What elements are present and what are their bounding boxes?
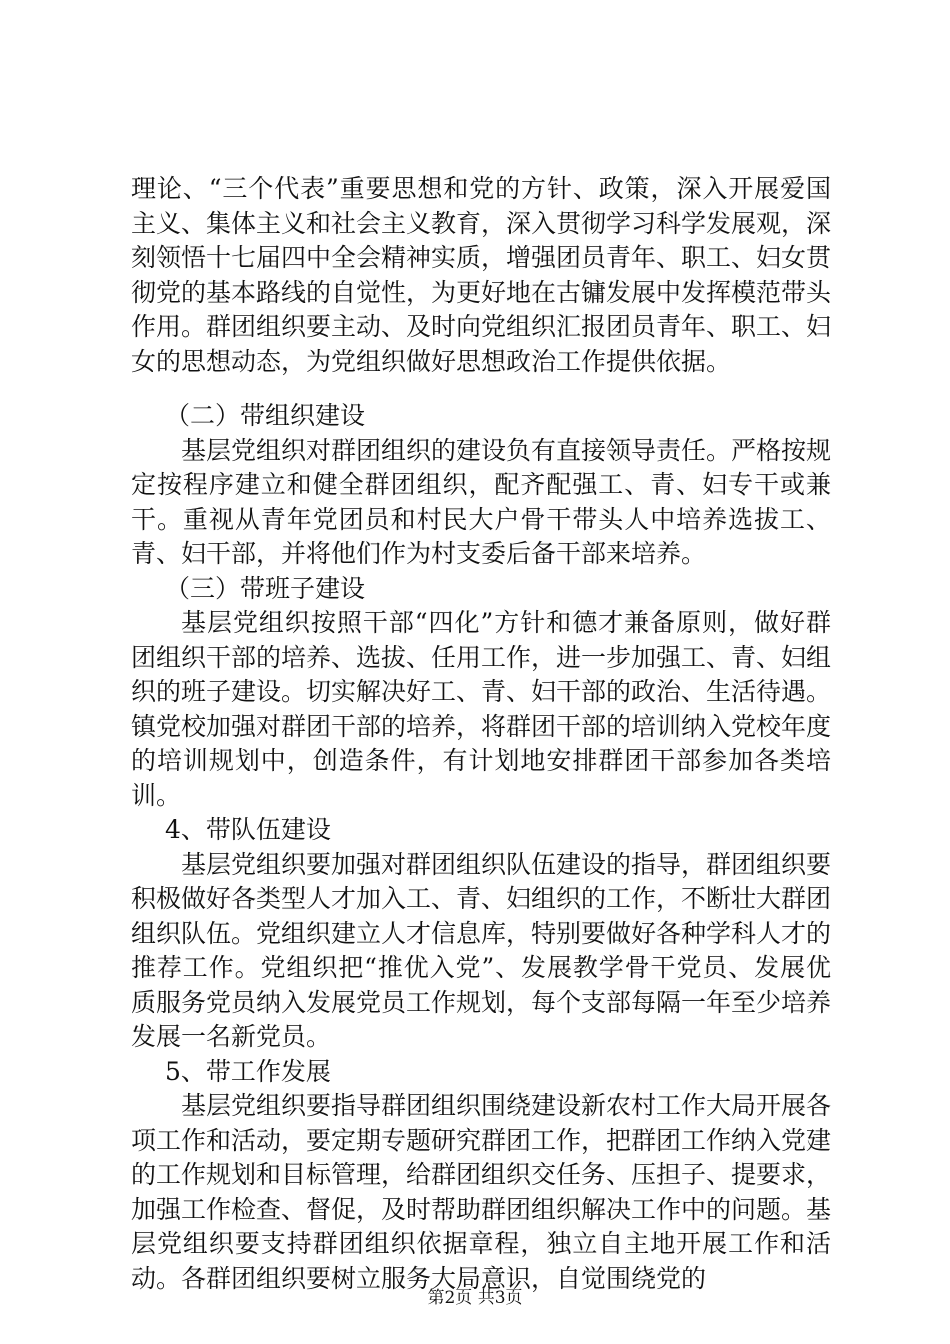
paragraph-intro: 理论、“三个代表”重要思想和党的方针、政策，深入开展爱国主义、集体主义和社会主义教育，深入贯彻学习科学发展观，深刻领悟十七届四中全会精神实质，增强团员青年、职工、妇女贯彻党的基本路线的自觉性，为更好地在古镛发展中发挥模范带头作用。群团组织要主动、及时向党组织汇报团员青年、职工、妇女的思想动态，为党组织做好思想政治工作提供依据。: [131, 174, 832, 376]
heading-organization: （二）带组织建设: [165, 401, 366, 430]
paragraph-gap: [131, 379, 831, 399]
page-footer: 第2页 共3页: [427, 1288, 523, 1308]
document-body: [131, 172, 831, 1296]
paragraph-work-development: 基层党组织要指导群团组织围绕建设新农村工作大局开展各项工作和活动，要定期专题研究群团工作，把群团工作纳入党建的工作规划和目标管理，给群团组织交任务、压担子、提要求，加强工作检查、督促，及时帮助群团组织解决工作中的问题。基层党组织要支持群团组织依据章程，独立自主地开展工作和活动。各群团组织要树立服务大局意识，自觉围绕党的: [131, 1091, 832, 1293]
paragraph-organization: 基层党组织对群团组织的建设负有直接领导责任。严格按规定按程序建立和健全群团组织，配齐配强工、青、妇专干或兼干。重视从青年党团员和村民大户骨干带头人中培养选拔工、青、妇干部，并将他们作为村支委后备干部来培养。: [131, 435, 832, 568]
paragraph-workforce: 基层党组织要加强对群团组织队伍建设的指导，群团组织要积极做好各类型人才加入工、青、妇组织的工作，不断壮大群团组织队伍。党组织建立人才信息库，特别要做好各种学科人才的推荐工作。党组织把“推优入党”、发展教学骨干党员、发展优质服务党员纳入发展党员工作规划，每个支部每隔一年至少培养发展一名新党员。: [131, 849, 832, 1051]
heading-workforce: 4、带队伍建设: [165, 815, 331, 844]
heading-work-development: 5、带工作发展: [165, 1056, 331, 1086]
heading-team: （三）带班子建设: [165, 573, 366, 603]
paragraph-team: 基层党组织按照干部“四化”方针和德才兼备原则，做好群团组织干部的培养、选拔、任用工作，进一步加强工、青、妇组织的班子建设。切实解决好工、青、妇干部的政治、生活待遇。镇党校加强对群团干部的培养，将群团干部的培训纳入党校年度的培训规划中，创造条件，有计划地安排群团干部参加各类培训。: [131, 608, 832, 810]
